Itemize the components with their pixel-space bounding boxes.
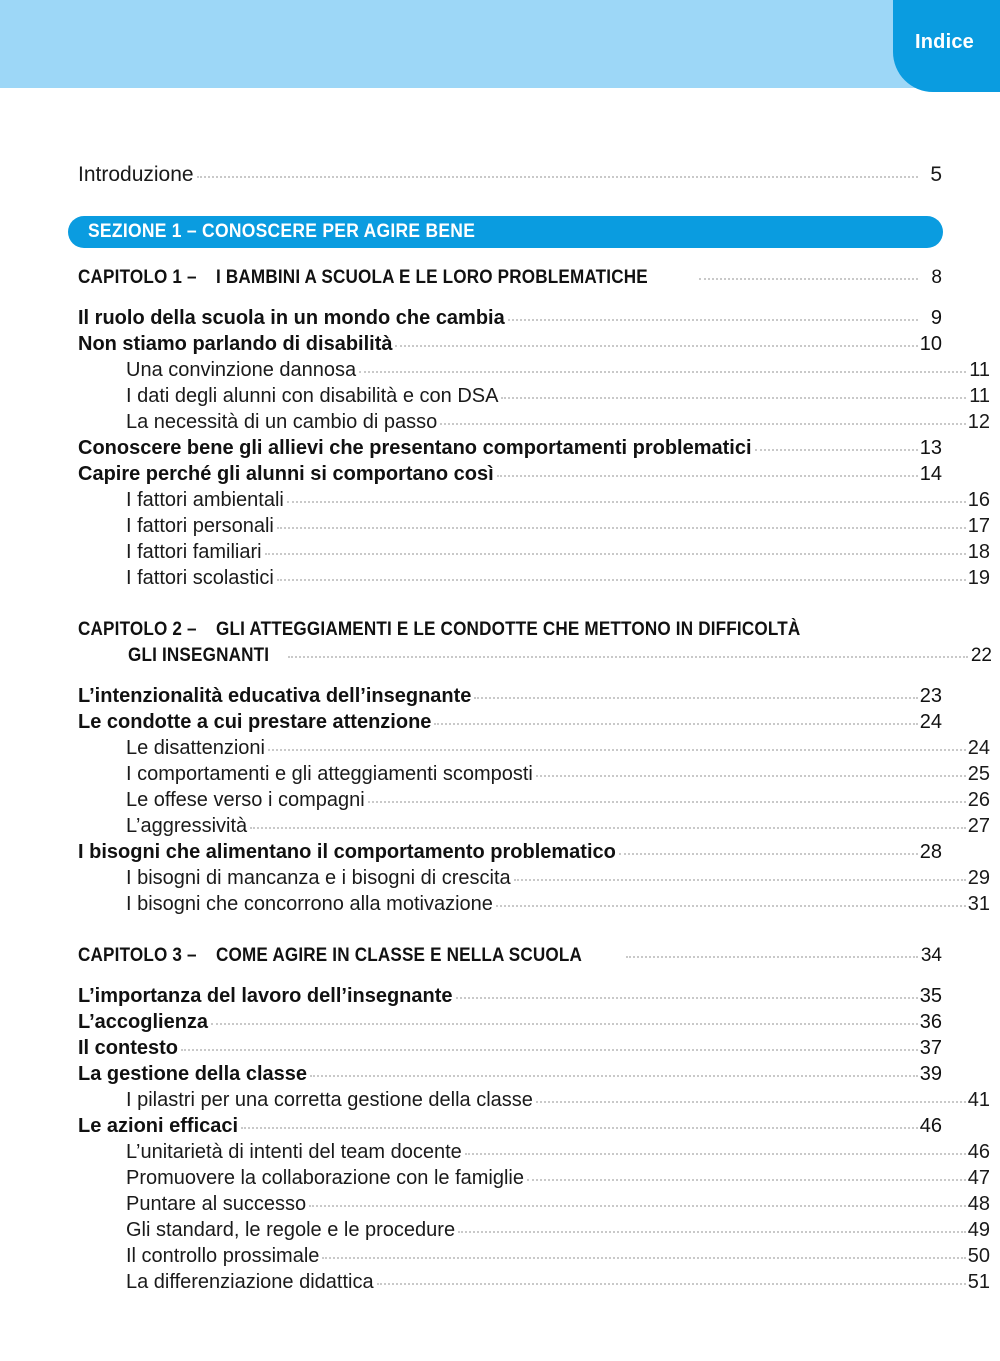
dot-leader (699, 277, 918, 280)
dot-leader (474, 696, 917, 699)
toc-entry-page: 34 (920, 945, 942, 966)
dot-leader (626, 955, 918, 958)
toc-entry-label: Il controllo prossimale (126, 1245, 320, 1267)
toc-entry-page: 5 (930, 163, 942, 186)
page-header (0, 0, 1000, 92)
toc-entry-page: 17 (967, 515, 990, 537)
dot-leader (465, 1152, 966, 1155)
toc-entry-label: Il ruolo della scuola in un mondo che cambia (78, 307, 505, 329)
dot-leader (287, 500, 966, 503)
dot-leader (310, 1074, 918, 1077)
toc-entry-page: 24 (919, 711, 942, 733)
toc-entry-page: 39 (919, 1063, 942, 1085)
toc-entry-label: I fattori familiari (126, 541, 262, 563)
toc-entry-page: 10 (919, 333, 942, 355)
toc-entry[interactable] (78, 357, 990, 383)
spacer (78, 291, 942, 305)
toc-entry[interactable] (78, 891, 990, 917)
chapter-number: CAPITOLO 3 – (78, 945, 197, 966)
dot-leader (755, 448, 918, 451)
dot-leader (536, 1100, 966, 1103)
spacer (78, 969, 942, 983)
toc-entry[interactable] (78, 461, 942, 487)
toc-entry-page: 41 (967, 1089, 990, 1111)
toc-entry-page: 31 (967, 893, 990, 915)
toc-entry-label: I comportamenti e gli atteggiamenti scomposti (126, 763, 533, 785)
toc-entry[interactable] (78, 565, 990, 591)
dot-leader (619, 852, 918, 855)
dot-leader (458, 1230, 966, 1233)
toc-entry-page: 14 (919, 463, 942, 485)
toc-entry-page: 29 (967, 867, 990, 889)
toc-entry-label: Non stiamo parlando di disabilità (78, 333, 393, 355)
toc-entry[interactable] (78, 983, 942, 1009)
toc-entry-page: 50 (967, 1245, 990, 1267)
toc-entry[interactable] (78, 1061, 942, 1087)
toc-entry-label: L’importanza del lavoro dell’insegnante (78, 985, 453, 1007)
toc-chapter-2[interactable] (78, 617, 942, 643)
toc-entry-label: Introduzione (78, 163, 194, 186)
chapter-number: CAPITOLO 2 – (78, 619, 197, 640)
dot-leader (309, 1204, 966, 1207)
toc-entry[interactable] (78, 839, 942, 865)
toc-entry[interactable] (78, 683, 942, 709)
dot-leader (265, 552, 966, 555)
toc-entry-page: 12 (967, 411, 990, 433)
dot-leader (527, 1178, 966, 1181)
dot-leader (497, 474, 918, 477)
toc-entry[interactable] (78, 1243, 990, 1269)
toc-entry-label: I dati degli alunni con disabilità e con DSA (126, 385, 499, 407)
dot-leader (268, 748, 966, 751)
dot-leader (440, 422, 965, 425)
dot-leader (434, 722, 917, 725)
toc-entry[interactable] (78, 487, 990, 513)
dot-leader (514, 878, 966, 881)
toc-entry-label: Promuovere la collaborazione con le famiglie (126, 1167, 524, 1189)
toc-entry-page: 8 (931, 267, 942, 288)
dot-leader (250, 826, 966, 829)
dot-leader (197, 175, 918, 178)
dot-leader (377, 1282, 966, 1285)
toc-entry-page: 37 (919, 1037, 942, 1059)
toc-entry-page: 35 (919, 985, 942, 1007)
chapter-title: I BAMBINI A SCUOLA E LE LORO PROBLEMATICHE (215, 267, 648, 288)
header-tab (893, 0, 1000, 92)
toc-entry-page: 16 (967, 489, 990, 511)
dot-leader (456, 996, 918, 999)
toc-entry[interactable] (78, 435, 942, 461)
dot-leader (277, 578, 966, 581)
toc-entry-page: 36 (919, 1011, 942, 1033)
toc-entry-page: 46 (919, 1115, 942, 1137)
toc-entry-label: Conoscere bene gli allievi che presentano comportamenti problematici (78, 437, 752, 459)
toc-entry[interactable] (78, 513, 990, 539)
dot-leader (359, 370, 966, 373)
dot-leader (496, 904, 966, 907)
toc-entry-label: Puntare al successo (126, 1193, 307, 1215)
dot-leader (277, 526, 966, 529)
dot-leader (508, 318, 918, 321)
toc-entry[interactable] (78, 709, 942, 735)
toc-entry[interactable] (78, 813, 990, 839)
dot-leader (322, 1256, 965, 1259)
toc-entry-label: La gestione della classe (78, 1063, 307, 1085)
toc-entry[interactable] (78, 1009, 942, 1035)
toc-entry[interactable] (78, 1035, 942, 1061)
toc-entry[interactable] (78, 1269, 990, 1295)
toc-entry-page: 13 (919, 437, 942, 459)
toc-entry-label: Le disattenzioni (126, 737, 265, 759)
toc-entry[interactable] (78, 787, 990, 813)
toc-entry[interactable] (78, 1217, 990, 1243)
toc-entry[interactable] (78, 865, 990, 891)
toc-entry-label: I bisogni di mancanza e i bisogni di crescita (126, 867, 511, 889)
chapter-title-line-2: GLI INSEGNANTI (128, 645, 270, 666)
toc-entry[interactable] (78, 305, 942, 331)
dot-leader (181, 1048, 918, 1051)
toc-entry-label: Le azioni efficaci (78, 1115, 239, 1137)
toc-entry-label: La differenziazione didattica (126, 1271, 374, 1293)
toc-entry-page: 51 (967, 1271, 990, 1293)
dot-leader (211, 1022, 918, 1025)
toc-entry[interactable] (78, 735, 990, 761)
toc-entry-label: L’unitarietà di intenti del team docente (126, 1141, 462, 1163)
toc-entry-page: 47 (967, 1167, 990, 1189)
toc-entry-label: Una convinzione dannosa (126, 359, 357, 381)
toc-entry-page: 26 (967, 789, 990, 811)
toc-entry-label: L’intenzionalità educativa dell’insegnante (78, 685, 472, 707)
toc-entry-page: 18 (967, 541, 990, 563)
toc-entry-label: Il contesto (78, 1037, 179, 1059)
chapter-number: CAPITOLO 1 – (78, 267, 197, 288)
dot-leader (395, 344, 917, 347)
toc-entry-page: 9 (930, 307, 942, 329)
spacer (78, 669, 942, 683)
toc-entry-page: 23 (919, 685, 942, 707)
toc-entry-page: 11 (969, 359, 990, 381)
toc-chapter-3[interactable] (78, 943, 942, 969)
toc-entry-page: 25 (967, 763, 990, 785)
toc-entry[interactable] (78, 1087, 990, 1113)
toc-entry[interactable] (78, 383, 990, 409)
toc-entry-label: Le condotte a cui prestare attenzione (78, 711, 432, 733)
toc-entry[interactable] (78, 1165, 990, 1191)
dot-leader (288, 655, 968, 658)
dot-leader (536, 774, 966, 777)
section-banner-1 (68, 216, 943, 248)
chapter-title-line-1: GLI ATTEGGIAMENTI E LE CONDOTTE CHE METTONO IN DIFFICOLTÀ (215, 619, 801, 640)
toc-entry[interactable] (78, 1191, 990, 1217)
toc-entry[interactable] (78, 1139, 990, 1165)
toc-entry-introduzione[interactable] (78, 160, 942, 190)
toc-entry[interactable] (78, 409, 990, 435)
dot-leader (368, 800, 966, 803)
toc-entry-label: I fattori personali (126, 515, 274, 537)
section-banner-label: SEZIONE 1 – CONOSCERE PER AGIRE BENE (88, 221, 476, 242)
toc-entry-label: La necessità di un cambio di passo (126, 411, 438, 433)
toc-group-chapter-2 (78, 683, 990, 917)
header-band (0, 0, 1000, 88)
toc-entry-label: I pilastri per una corretta gestione della classe (126, 1089, 533, 1111)
toc-chapter-1[interactable] (78, 265, 942, 291)
toc-chapter-2-line-2[interactable] (78, 643, 992, 669)
page-title: Indice (915, 31, 974, 53)
toc-entry-label: Capire perché gli alunni si comportano così (78, 463, 494, 485)
toc-entry-page: 22 (970, 645, 992, 666)
toc-group-chapter-1 (78, 305, 990, 591)
toc-entry[interactable] (78, 539, 990, 565)
chapter-title: COME AGIRE IN CLASSE E NELLA SCUOLA (215, 945, 582, 966)
toc-entry-label: L’aggressività (126, 815, 248, 837)
toc-entry-label: I bisogni che concorrono alla motivazione (126, 893, 493, 915)
toc-entry-page: 49 (967, 1219, 990, 1241)
toc-entry[interactable] (78, 761, 990, 787)
toc-entry-label: I fattori ambientali (126, 489, 284, 511)
toc-entry-page: 11 (969, 385, 990, 407)
toc-entry-page: 48 (967, 1193, 990, 1215)
toc-entry-page: 27 (967, 815, 990, 837)
toc-entry-label: Le offese verso i compagni (126, 789, 365, 811)
toc-entry-label: L’accoglienza (78, 1011, 209, 1033)
dot-leader (241, 1126, 918, 1129)
toc-entry-label: I fattori scolastici (126, 567, 274, 589)
toc-entry-page: 19 (967, 567, 990, 589)
toc-group-chapter-3 (78, 983, 990, 1295)
toc-entry-label: Gli standard, le regole e le procedure (126, 1219, 456, 1241)
toc-entry-page: 46 (967, 1141, 990, 1163)
table-of-contents (78, 160, 992, 1295)
toc-entry[interactable] (78, 331, 942, 357)
dot-leader (501, 396, 966, 399)
toc-entry-page: 24 (967, 737, 990, 759)
toc-entry[interactable] (78, 1113, 942, 1139)
toc-entry-page: 28 (919, 841, 942, 863)
toc-entry-label: I bisogni che alimentano il comportamento problematico (78, 841, 616, 863)
